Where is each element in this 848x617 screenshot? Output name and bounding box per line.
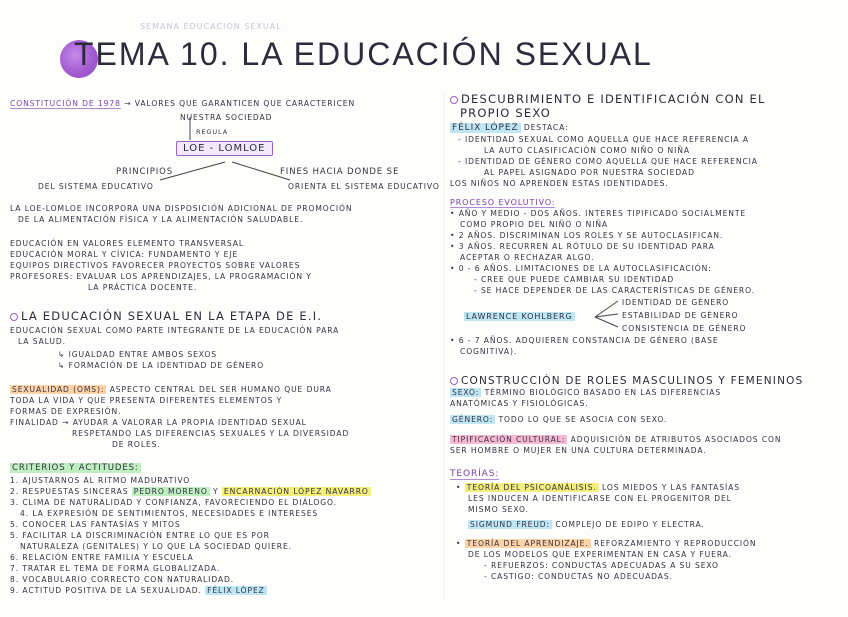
criterios-heading — [10, 463, 371, 474]
kohlberg-label — [464, 311, 575, 322]
teorias-heading — [450, 469, 757, 480]
genero-text: TODO LO QUE SE ASOCIA CON SEXO. — [498, 415, 668, 424]
criterio-item: 5. FACILITAR LA DISCRIMINACIÓN ENTRE LO QUE ES POR — [10, 531, 270, 540]
psico-line: LES INDUCEN A IDENTIFICARSE CON EL PROGENITOR DEL — [468, 494, 732, 503]
genero-line — [450, 414, 803, 425]
aprendizaje-line: DE LOS MODELOS QUE EXPERIMENTAN EN CASA Y FUERA. — [468, 550, 732, 559]
aprendizaje-text: REFORZAMIENTO Y REPRODUCCIÓN — [594, 539, 757, 548]
descubrimiento-heading — [450, 92, 766, 106]
felix-line — [450, 122, 766, 134]
proceso-block — [450, 197, 755, 296]
proceso-heading-text: PROCESO EVOLUTIVO: — [450, 198, 556, 207]
loe-box — [176, 143, 273, 154]
descub-line: - IDENTIDAD SEXUAL COMO AQUELLA QUE HACE REFERENCIA A — [458, 135, 749, 144]
ei-heading: LA EDUCACIÓN SEXUAL EN LA ETAPA DE E.I. — [21, 309, 323, 323]
descubrimiento-block — [450, 92, 766, 189]
sexualidad-label: SEXUALIDAD (OMS): — [12, 385, 105, 394]
criterio-item: 4. LA EXPRESIÓN DE SENTIMIENTOS, NECESIDADES E INTERESES — [20, 509, 319, 518]
sexo-label: SEXO: — [452, 388, 480, 397]
paragraph-line: EDUCACIÓN MORAL Y CÍVICA: FUNDAMENTO Y EJE — [10, 250, 239, 259]
criterio-item: 5. CONOCER LAS FANTASÍAS Y MITOS — [10, 520, 181, 529]
criterio-text: 9. ACTITUD POSITIVA DE LA SEXUALIDAD. — [10, 586, 202, 595]
aprendizaje-line: • TEORÍA DEL APRENDIZAJE. REFORZAMIENTO Y REPRODUCCIÓN — [456, 539, 757, 548]
paragraph-line: DE LA ALIMENTACIÓN FÍSICA Y LA ALIMENTACIÓN SALUDABLE. — [18, 215, 304, 224]
kohlberg-item: CONSISTENCIA DE GÉNERO — [622, 324, 747, 333]
paragraph-line: LA LOE-LOMLOE INCORPORA UNA DISPOSICIÓN ADICIONAL DE PROMOCIÓN — [10, 204, 353, 213]
descub-line: - IDENTIDAD DE GÉNERO COMO AQUELLA QUE HACE REFERENCIA — [458, 157, 758, 166]
paragraph-line: EDUCACIÓN EN VALORES ELEMENTO TRANSVERSAL — [10, 239, 244, 248]
criterio-item: 6. RELACIÓN ENTRE FAMILIA Y ESCUELA — [10, 553, 194, 562]
tipificacion-label: TIPIFICACIÓN CULTURAL: — [452, 435, 566, 444]
aprendizaje-sub: - CASTIGO: CONDUCTAS NO ADECUADAS. — [484, 572, 673, 581]
roles-heading-text: CONSTRUCCIÓN DE ROLES MASCULINOS Y FEMENINOS — [461, 375, 804, 387]
descub-line: LOS NIÑOS NO APRENDEN ESTAS IDENTIDADES. — [450, 179, 669, 188]
tipificacion-text: ADQUISICIÓN DE ATRIBUTOS ASOCIADOS CON — [570, 435, 782, 444]
aprendizaje-sub: - REFUERZOS: CONDUCTAS ADECUADAS A SU SEXO — [484, 561, 719, 570]
psico-line: • TEORÍA DEL PSICOANÁLISIS. LOS MIEDOS Y LAS FANTASÍAS — [456, 483, 740, 492]
finalidad-text: AYUDAR A VALORAR LA PROPIA IDENTIDAD SEXUAL — [72, 418, 307, 427]
proceso-last — [450, 335, 719, 357]
loe-paragraph — [10, 203, 352, 293]
proceso-line: ACEPTAR O RECHAZAR ALGO. — [460, 253, 595, 262]
descubrimiento-heading2: PROPIO SEXO — [460, 106, 551, 120]
sexo-line — [450, 387, 803, 398]
constitucion-line — [10, 98, 355, 109]
ei-arrow-text: IGUALDAD ENTRE AMBOS SEXOS — [68, 350, 218, 359]
sexo-text: TÉRMINO BIOLÓGICO BASADO EN LAS DIFERENCIAS — [484, 388, 722, 397]
author-felix-lopez: FÉLIX LÓPEZ — [207, 586, 265, 595]
fines-sub: ORIENTA EL SISTEMA EDUCATIVO — [288, 182, 440, 191]
teorias-block — [450, 469, 757, 582]
criterio-item: 1. AJUSTARNOS AL RITMO MADURATIVO — [10, 476, 191, 485]
sexualidad-line: TODA LA VIDA Y QUE PRESENTA DIFERENTES ELEMENTOS Y — [10, 396, 283, 405]
finalidad-label: FINALIDAD → — [10, 418, 70, 427]
proceso-line: - CREE QUE PUEDE CAMBIAR SU IDENTIDAD — [474, 275, 675, 284]
constitucion-heading: CONSTITUCIÓN DE 1978 — [10, 99, 121, 108]
teorias-heading-text: TEORÍAS: — [450, 469, 500, 479]
proceso-line: • 2 AÑOS. DISCRIMINAN LOS ROLES Y SE AUTOCLASIFICAN. — [450, 231, 724, 240]
finalidad-line: RESPETANDO LAS DIFERENCIAS SEXUALES Y LA DIVERSIDAD — [72, 429, 350, 438]
criterios-block — [10, 463, 371, 596]
kohlberg-item: ESTABILIDAD DE GÉNERO — [622, 311, 739, 320]
proceso-line: COGNITIVA). — [460, 347, 518, 356]
circle-bullet-icon — [450, 377, 458, 385]
proceso-line: • 0 - 6 AÑOS. LIMITACIONES DE LA AUTOCLASIFICACIÓN: — [450, 264, 712, 273]
paragraph-line: EQUIPOS DIRECTIVOS FAVORECER PROYECTOS SOBRE VALORES — [10, 261, 301, 270]
finalidad-line: DE ROLES. — [112, 440, 161, 449]
proceso-line: COMO PROPIO DEL NIÑO O NIÑA — [460, 220, 609, 229]
paragraph-line: LA PRÁCTICA DOCENTE. — [88, 283, 198, 292]
ei-heading-row — [10, 309, 322, 323]
sexualidad-block — [10, 384, 349, 450]
criterio-item: 8. VOCABULARIO CORRECTO CON NATURALIDAD. — [10, 575, 235, 584]
proceso-line: • 3 AÑOS. RECURREN AL RÓTULO DE SU IDENTIDAD PARA — [450, 242, 715, 251]
ei-arrow-line: ↳ IGUALDAD ENTRE AMBOS SEXOS — [58, 350, 218, 359]
regula-label: REGULA — [196, 128, 229, 136]
descubrimiento-heading-text: DESCUBRIMIENTO E IDENTIFICACIÓN CON EL — [461, 92, 766, 106]
ei-line: EDUCACIÓN SEXUAL COMO PARTE INTEGRANTE DE LA EDUCACIÓN PARA — [10, 326, 340, 335]
descub-line: AL PAPEL ASIGNADO POR NUESTRA SOCIEDAD — [484, 168, 695, 177]
destaca-text: DESTACA: — [523, 123, 569, 132]
felix-lopez-label: FÉLIX LÓPEZ — [452, 123, 519, 133]
psicoanalisis-label: TEORÍA DEL PSICOANÁLISIS. — [466, 483, 597, 492]
finalidad-line — [10, 417, 349, 428]
principios-sub: DEL SISTEMA EDUCATIVO — [38, 182, 154, 191]
freud-label: SIGMUND FREUD: — [470, 520, 551, 529]
criterio-item: NATURALEZA (GENITALES) Y LO QUE LA SOCIEDAD QUIERE. — [20, 542, 292, 551]
proceso-line: • 6 - 7 AÑOS. ADQUIEREN CONSTANCIA DE GÉNERO (BASE — [450, 336, 719, 345]
criterio-text: 2. RESPUESTAS SINCERAS — [10, 487, 129, 496]
descub-line: LA AUTO CLASIFICACIÓN COMO NIÑO O NIÑA — [484, 146, 690, 155]
constitucion-line2: NUESTRA SOCIEDAD — [180, 113, 273, 122]
author-encarnacion: ENCARNACIÓN LÓPEZ NAVARRO — [223, 487, 369, 496]
author-pedro-moreno: PEDRO MORENO — [133, 487, 208, 496]
ei-body — [10, 325, 339, 371]
sexualidad-line — [10, 384, 349, 395]
aprendizaje-label: TEORÍA DEL APRENDIZAJE. — [466, 539, 589, 548]
paragraph-line: PROFESORES: EVALUAR LOS APRENDIZAJES, LA PROGRAMACIÓN Y — [10, 272, 312, 281]
sexo-line: ANATÓMICAS Y FISIOLÓGICAS. — [450, 399, 589, 408]
proceso-line: • AÑO Y MEDIO - DOS AÑOS. INTERES TIPIFICADO SOCIALMENTE — [450, 209, 747, 218]
circle-bullet-icon — [450, 96, 458, 104]
psico-line: MISMO SEXO. — [468, 505, 529, 514]
ei-arrow-text: FORMACIÓN DE LA IDENTIDAD DE GÉNERO — [68, 361, 265, 370]
kohlberg-text: LAWRENCE KOHLBERG — [466, 312, 573, 321]
proceso-heading — [450, 197, 755, 208]
roles-block — [450, 375, 803, 456]
sexualidad-line: FORMAS DE EXPRESIÓN. — [10, 407, 122, 416]
tipificacion-line: SER HOMBRE O MUJER EN UNA CULTURA DETERMINADA. — [450, 446, 707, 455]
freud-text: COMPLEJO DE EDIPO Y ELECTRA. — [555, 520, 705, 529]
page-title: TEMA 10. LA EDUCACIÓN SEXUAL — [74, 36, 653, 72]
freud-line — [468, 519, 757, 530]
criterio-item: 3. CLIMA DE NATURALIDAD Y CONFIANZA, FAVORECIENDO EL DIÁLOGO. — [10, 498, 337, 507]
constitucion-arrow-text: → VALORES QUE GARANTICEN QUE CARACTERICEN — [124, 99, 356, 108]
psico-text: LOS MIEDOS Y LAS FANTASÍAS — [601, 483, 740, 492]
tipificacion-line — [450, 434, 803, 445]
ei-line: LA SALUD. — [18, 337, 66, 346]
criterio-item: 7. TRATAR EL TEMA DE FORMA GLOBALIZADA. — [10, 564, 221, 573]
principios-label: PRINCIPIOS — [116, 167, 174, 177]
kohlberg-item: IDENTIDAD DE GÉNERO — [622, 298, 730, 307]
proceso-line: - SE HACE DEPENDER DE LAS CARACTERÍSTICAS DE GÉNERO. — [474, 286, 755, 295]
criterio-tail: Y — [213, 487, 219, 496]
sexualidad-text: ASPECTO CENTRAL DEL SER HUMANO QUE DURA — [109, 385, 332, 394]
fines-label: FINES HACIA DONDE SE — [280, 167, 400, 177]
circle-bullet-icon — [10, 313, 18, 321]
ei-arrow-line: ↳ FORMACIÓN DE LA IDENTIDAD DE GÉNERO — [58, 361, 265, 370]
loe-label: LOE - LOMLOE — [176, 141, 273, 156]
criterio-item — [10, 486, 371, 497]
faint-header-text: SEMANA EDUCACIÓN SEXUAL — [140, 22, 282, 31]
roles-heading — [450, 375, 803, 387]
genero-label: GÉNERO: — [452, 415, 494, 424]
criterio-item — [10, 585, 371, 596]
criterios-heading-text: CRITERIOS Y ACTITUDES: — [12, 463, 139, 473]
